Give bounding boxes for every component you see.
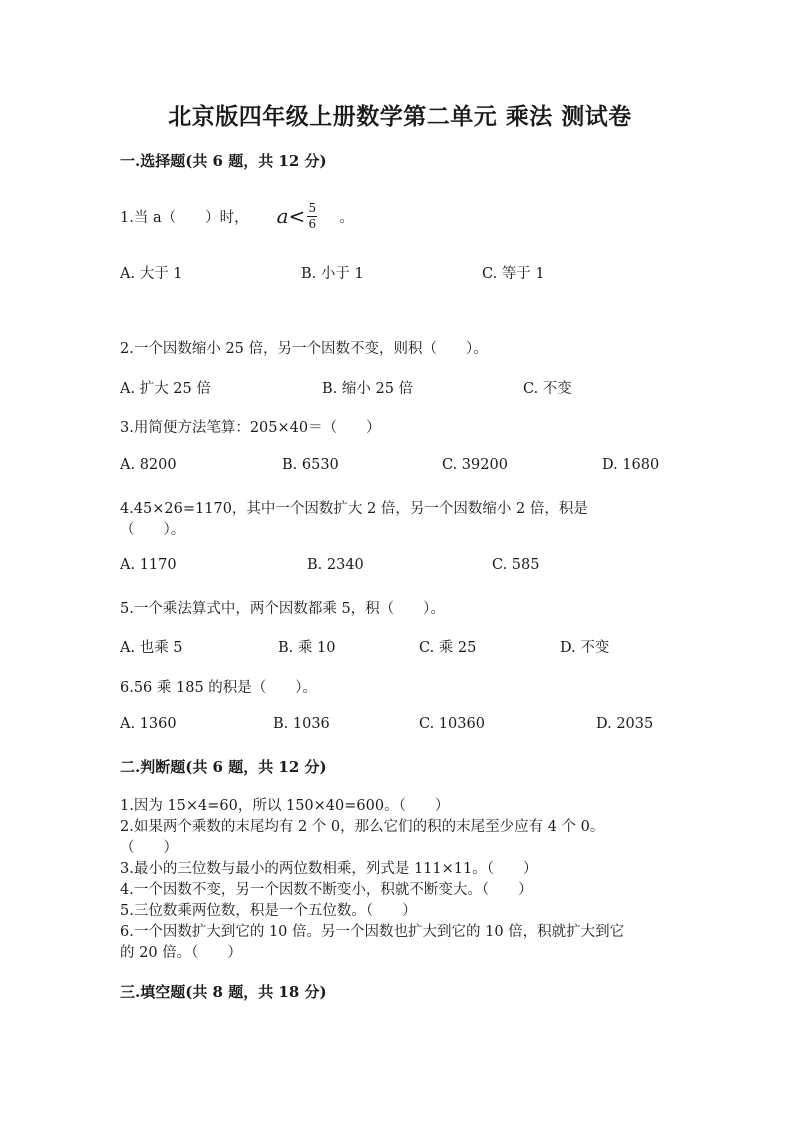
judgment-line: 1.因为 15×4=60，所以 150×40=600。（ ） bbox=[120, 798, 450, 814]
option[interactable]: C. 585 bbox=[492, 557, 540, 573]
option[interactable]: B. 6530 bbox=[282, 457, 339, 473]
question-4-continued: （ ）。 bbox=[120, 522, 186, 538]
section-heading-choice: 一.选择题(共 6 题，共 12 分) bbox=[120, 152, 327, 170]
judgment-line: 6.一个因数扩大到它的 10 倍。另一个因数也扩大到它的 10 倍，积就扩大到它 bbox=[120, 924, 625, 940]
option[interactable]: A. 8200 bbox=[120, 457, 177, 473]
option[interactable]: D. 1680 bbox=[602, 457, 660, 473]
judgment-line: 5.三位数乘两位数，积是一个五位数。（ ） bbox=[120, 903, 417, 919]
fraction-denominator: 6 bbox=[308, 216, 317, 231]
option[interactable]: B. 乘 10 bbox=[278, 640, 336, 656]
section-heading-fill-in: 三.填空题(共 8 题，共 18 分) bbox=[120, 983, 327, 1001]
judgment-line: 3.最小的三位数与最小的两位数相乘，列式是 111×11。（ ） bbox=[120, 861, 538, 877]
option[interactable]: B. 2340 bbox=[307, 557, 364, 573]
option[interactable]: D. 2035 bbox=[596, 716, 654, 732]
option[interactable]: A. 1170 bbox=[120, 557, 177, 573]
judgment-line: 4.一个因数不变，另一个因数不断变小，积就不断变大。（ ） bbox=[120, 882, 533, 898]
judgment-line: （ ） bbox=[120, 840, 178, 856]
option[interactable]: B. 1036 bbox=[273, 716, 330, 732]
section-heading-judgment: 二.判断题(共 6 题，共 12 分) bbox=[120, 758, 327, 776]
math-variable: a bbox=[276, 204, 289, 229]
option[interactable]: D. 不变 bbox=[560, 640, 610, 656]
option[interactable]: C. 乘 25 bbox=[419, 640, 477, 656]
question-1-suffix: 。 bbox=[339, 209, 354, 226]
option[interactable]: B. 缩小 25 倍 bbox=[322, 381, 414, 397]
option[interactable]: C. 39200 bbox=[442, 457, 508, 473]
question-3: 3.用简便方法笔算：205×40＝（ ） bbox=[120, 420, 381, 436]
question-5: 5.一个乘法算式中，两个因数都乘 5，积（ ）。 bbox=[120, 601, 445, 617]
question-6: 6.56 乘 185 的积是（ ）。 bbox=[120, 680, 318, 696]
question-4: 4.45×26=1170，其中一个因数扩大 2 倍，另一个因数缩小 2 倍，积是 bbox=[120, 501, 588, 517]
option[interactable]: A. 扩大 25 倍 bbox=[120, 381, 211, 397]
option[interactable]: C. 等于 1 bbox=[482, 266, 545, 282]
page-title: 北京版四年级上册数学第二单元 乘法 测试卷 bbox=[168, 103, 632, 130]
option[interactable]: A. 大于 1 bbox=[120, 266, 183, 282]
question-1-prefix: 1.当 a（ ）时， bbox=[120, 209, 249, 226]
option[interactable]: C. 10360 bbox=[419, 716, 485, 732]
math-fraction bbox=[307, 202, 317, 230]
question-1 bbox=[120, 202, 354, 230]
option[interactable]: B. 小于 1 bbox=[301, 266, 364, 282]
fraction-numerator: 5 bbox=[308, 201, 317, 215]
option[interactable]: A. 1360 bbox=[120, 716, 177, 732]
judgment-line: 的 20 倍。（ ） bbox=[120, 945, 242, 961]
question-2: 2.一个因数缩小 25 倍，另一个因数不变，则积（ ）。 bbox=[120, 341, 488, 357]
judgment-line: 2.如果两个乘数的末尾均有 2 个 0，那么它们的积的末尾至少应有 4 个 0。 bbox=[120, 819, 605, 835]
math-less-than: < bbox=[288, 204, 306, 229]
option[interactable]: A. 也乘 5 bbox=[120, 640, 183, 656]
option[interactable]: C. 不变 bbox=[523, 381, 572, 397]
